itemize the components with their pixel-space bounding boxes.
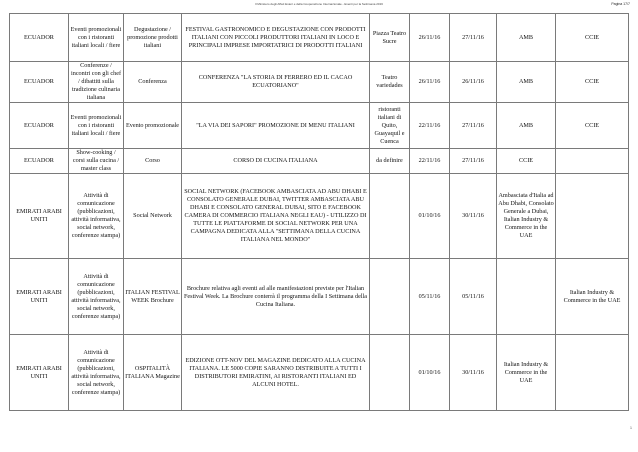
table-row [10,174,629,259]
event-type-cell: Eventi promozionali con i ristoranti italiani locali / fiere [69,103,124,149]
end-date-cell: 27/11/16 [450,14,497,62]
document-header-title: Il Ministero degli Affari Esteri e della Cooperazione Internazionale - Eventi per la Settimana 2016 [255,2,383,6]
country-cell: ECUADOR [10,103,69,149]
venue-cell: Teatro variedades [370,62,410,103]
table-row [10,335,629,411]
table-row [10,14,629,62]
description-cell: FESTIVAL GASTRONOMICO E DEGUSTAZIONE CON PRODOTTI ITALIANI CON PICCOLI PRODUTTORI ITALIANI IN LOCO E PRINCIPALI IMPRESE IMPORTATRICI DI PRODOTTI ITALIANI [182,14,370,62]
end-date-cell: 30/11/16 [450,174,497,259]
start-date-cell: 22/11/16 [410,149,450,174]
venue-cell [370,335,410,411]
table-row [10,103,629,149]
start-date-cell: 26/11/16 [410,14,450,62]
organizer-cell: AMB [497,14,556,62]
organizer-cell: CCIE [497,149,556,174]
description-cell: "LA VIA DEI SAPORI" PROMOZIONE DI MENU ITALIANI [182,103,370,149]
venue-cell: Piazza Teatro Sucre [370,14,410,62]
organizer-cell [497,259,556,335]
end-date-cell: 30/11/16 [450,335,497,411]
organizer-cell: Ambasciata d'Italia ad Abu Dhabi, Consolato Generale a Dubai, Italian Industry & Commerce in the UAE [497,174,556,259]
end-date-cell: 26/11/16 [450,62,497,103]
partner-cell [556,335,629,411]
organizer-cell: Italian Industry & Commerce in the UAE [497,335,556,411]
partner-cell [556,174,629,259]
organizer-cell: AMB [497,103,556,149]
partner-cell: CCIE [556,62,629,103]
country-cell: EMIRATI ARABI UNITI [10,174,69,259]
partner-cell: CCIE [556,103,629,149]
end-date-cell: 27/11/16 [450,103,497,149]
category-cell: Degustazione / promozione prodotti italiani [124,14,182,62]
country-cell: ECUADOR [10,149,69,174]
table-row [10,259,629,335]
event-type-cell: Attività di comunicazione (pubblicazioni, attività informativa, social network, conferenze stampa) [69,259,124,335]
start-date-cell: 05/11/16 [410,259,450,335]
category-cell: Social Network [124,174,182,259]
description-cell: Brochure relativa agli eventi ad alle manifestazioni previste per l'Italian Festival Week. La Brochure conterrà il programma della I Settimana della Cucina Italiana. [182,259,370,335]
category-cell: Conferenza [124,62,182,103]
start-date-cell: 01/10/16 [410,335,450,411]
end-date-cell: 27/11/16 [450,149,497,174]
event-type-cell: Eventi promozionali con i ristoranti italiani locali / fiere [69,14,124,62]
country-cell: ECUADOR [10,62,69,103]
country-cell: EMIRATI ARABI UNITI [10,335,69,411]
start-date-cell: 22/11/16 [410,103,450,149]
event-type-cell: Show-cooking / corsi sulla cucina / master class [69,149,124,174]
venue-cell: da definire [370,149,410,174]
category-cell: OSPITALITÀ ITALIANA Magazine [124,335,182,411]
event-type-cell: Attività di comunicazione (pubblicazioni, attività informativa, social network, conferenze stampa) [69,174,124,259]
country-cell: ECUADOR [10,14,69,62]
category-cell: Evento promozionale [124,103,182,149]
description-cell: CONFERENZA "LA STORIA DI FERRERO ED IL CACAO ECUATORIANO" [182,62,370,103]
page-number: Pagina 17/7 [611,2,630,6]
organizer-cell: AMB [497,62,556,103]
table-row [10,149,629,174]
event-type-cell: Attività di comunicazione (pubblicazioni, attività informativa, social network, conferenze stampa) [69,335,124,411]
category-cell: ITALIAN FESTIVAL WEEK Brochure [124,259,182,335]
venue-cell [370,259,410,335]
venue-cell: ristoranti italiani di Quito, Guayaquil e Cuenca [370,103,410,149]
country-cell: EMIRATI ARABI UNITI [10,259,69,335]
table-row [10,62,629,103]
partner-cell: Italian Industry & Commerce in the UAE [556,259,629,335]
event-type-cell: Conferenze / incontri con gli chef / dibattiti sulla tradizione culinaria italiana [69,62,124,103]
events-table [9,13,629,411]
footer-marker: 1 [630,426,632,430]
partner-cell [556,149,629,174]
description-cell: CORSO DI CUCINA ITALIANA [182,149,370,174]
description-cell: SOCIAL NETWORK (FACEBOOK AMBASCIATA AD ABU DHABI E CONSOLATO GENERALE DUBAI, TWITTER AMBASCIATA ABU DHABI E CONSOLATO GENERAL DUBAI, SITO E FACEBOOK CAMERA DI COMMERCIO ITALIANA NEGLI EAU) - UTILIZZO DI TUTTE LE PIATTAFORME DI SOCIAL NETWORK PER UNA CAMPAGNA DEDICATA ALLA "SETTIMANA DELLA CUCINA ITALIANA NEL MONDO" [182,174,370,259]
start-date-cell: 01/10/16 [410,174,450,259]
category-cell: Corso [124,149,182,174]
partner-cell: CCIE [556,14,629,62]
description-cell: EDIZIONE OTT-NOV DEL MAGAZINE DEDICATO ALLA CUCINA ITALIANA. LE 5000 COPIE SARANNO DISTRIBUITE A TUTTI I DISTRIBUTORI EMIRATINI, AI RISTORANTI ITALIANI ED ALCUNI HOTEL. [182,335,370,411]
end-date-cell: 05/11/16 [450,259,497,335]
start-date-cell: 26/11/16 [410,62,450,103]
venue-cell [370,174,410,259]
